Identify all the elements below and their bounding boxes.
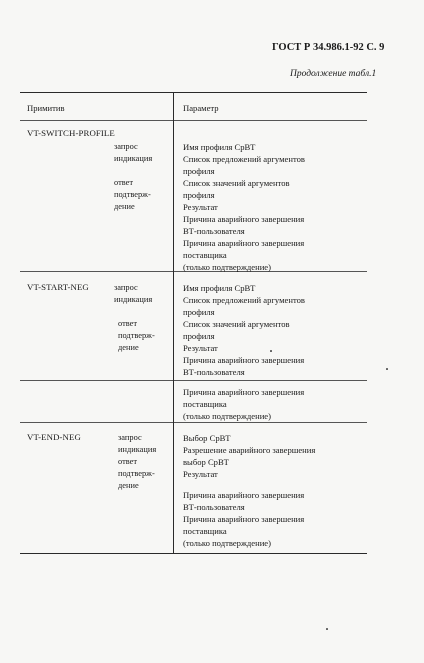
table-continuation-label: Продолжение табл.1 — [290, 69, 377, 79]
primitive-sub-item: дение — [114, 202, 135, 211]
parameter-line: ВТ-пользователя — [183, 226, 245, 236]
parameter-line: Список значений аргументов — [183, 178, 290, 188]
parameter-line: Причина аварийного завершения — [183, 355, 305, 365]
scan-speck — [326, 628, 328, 630]
primitive-sub-item: дение — [118, 343, 139, 352]
parameter-line: (только подтверждение) — [183, 262, 271, 272]
table-top-rule — [20, 92, 367, 93]
scan-speck — [386, 368, 388, 370]
parameter-line: ВТ-пользователя — [183, 367, 245, 377]
parameter-line: Причина аварийного завершения — [183, 214, 305, 224]
primitive-sub-item: ответ — [114, 178, 134, 187]
scan-speck — [270, 350, 272, 352]
parameter-line: поставщика — [183, 250, 227, 260]
parameter-line: Выбор СрВТ — [183, 433, 231, 443]
primitive-sub-item: подтверж- — [118, 331, 155, 340]
row-separator-2 — [20, 380, 367, 381]
parameter-line: Имя профиля СрВТ — [183, 283, 256, 293]
primitive-name: VT-START-NEG — [27, 282, 89, 292]
table-header-rule — [20, 120, 367, 121]
primitive-sub-item: индикация — [118, 445, 157, 454]
parameter-line: Результат — [183, 202, 218, 212]
primitive-sub-item: подтверж- — [114, 190, 151, 199]
parameter-line: поставщика — [183, 399, 227, 409]
primitive-sub-item: ответ — [118, 457, 138, 466]
parameter-line: (только подтверждение) — [183, 411, 271, 421]
primitive-sub-item: ответ — [118, 319, 138, 328]
parameter-line: профиля — [183, 190, 215, 200]
primitive-name: VT-END-NEG — [27, 432, 81, 442]
parameter-line: Список предложений аргументов — [183, 295, 305, 305]
parameter-line: Список значений аргументов — [183, 319, 290, 329]
parameter-line: ВТ-пользователя — [183, 502, 245, 512]
parameter-line: Список предложений аргументов — [183, 154, 305, 164]
parameter-line: Имя профиля СрВТ — [183, 142, 256, 152]
parameter-line: Результат — [183, 469, 218, 479]
parameter-line: поставщика — [183, 526, 227, 536]
parameter-line: (только подтверждение) — [183, 538, 271, 548]
primitive-sub-item: запрос — [114, 142, 138, 151]
primitive-sub-item: подтверж- — [118, 469, 155, 478]
parameter-line: профиля — [183, 331, 215, 341]
primitive-sub-item: запрос — [114, 283, 138, 292]
parameter-line: профиля — [183, 307, 215, 317]
parameter-line: выбор СрВТ — [183, 457, 229, 467]
table-bottom-rule — [20, 553, 367, 554]
page-header: ГОСТ Р 34.986.1-92 С. 9 — [272, 42, 385, 53]
parameter-line: профиля — [183, 166, 215, 176]
parameter-line: Причина аварийного завершения — [183, 387, 305, 397]
parameter-line: Причина аварийного завершения — [183, 238, 305, 248]
parameter-line: Разрешение аварийного завершения — [183, 445, 316, 455]
primitive-sub-item: индикация — [114, 154, 153, 163]
column-header-primitive: Примитив — [27, 103, 65, 113]
primitive-sub-item: запрос — [118, 433, 142, 442]
column-header-parameter: Параметр — [183, 103, 219, 113]
primitive-name: VT-SWITCH-PROFILE — [27, 128, 115, 138]
table-column-divider — [173, 92, 174, 553]
parameter-line: Причина аварийного завершения — [183, 490, 305, 500]
primitive-sub-item: индикация — [114, 295, 153, 304]
parameter-line: Результат — [183, 343, 218, 353]
parameter-line: Причина аварийного завершения — [183, 514, 305, 524]
primitive-sub-item: дение — [118, 481, 139, 490]
